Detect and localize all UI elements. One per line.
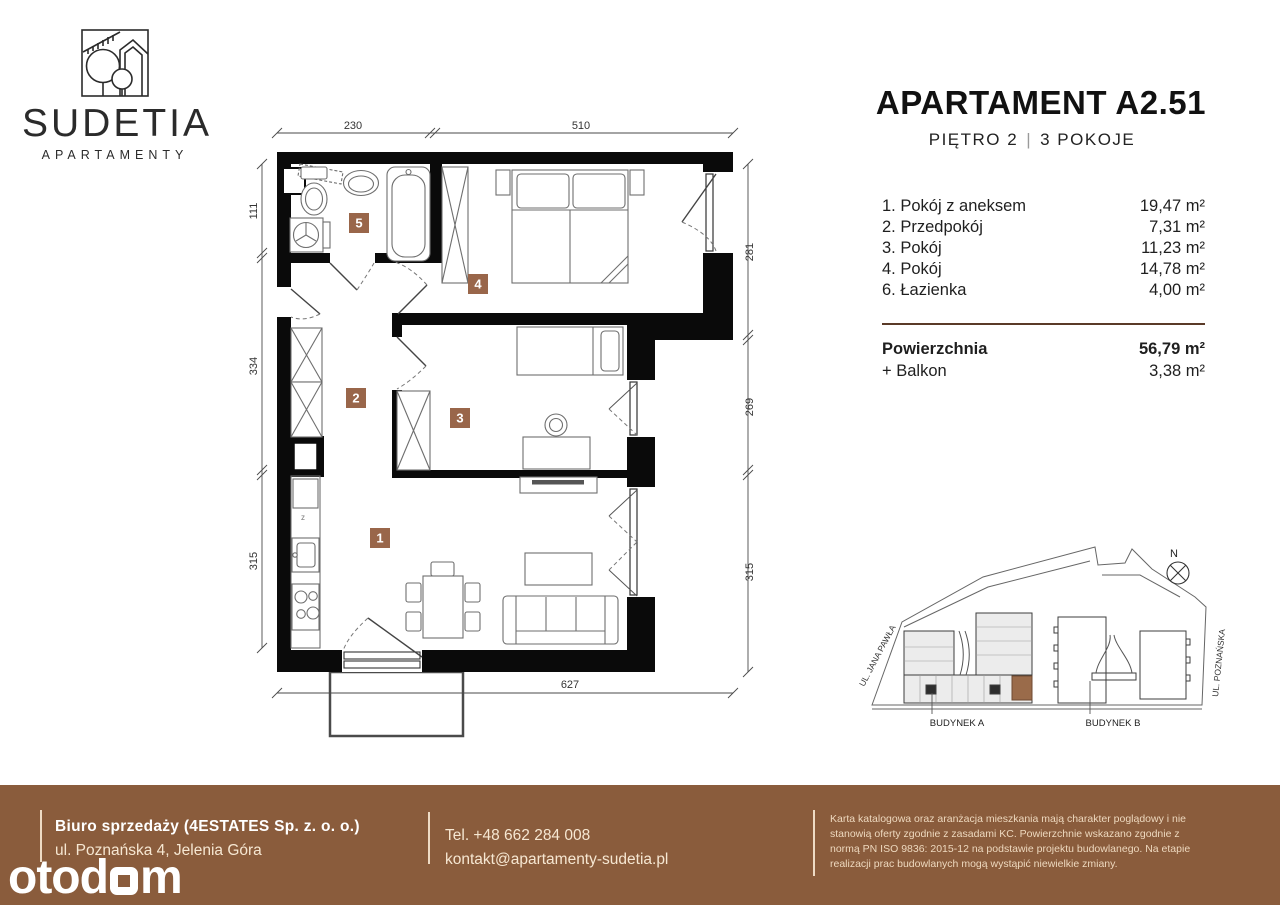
svg-text:627: 627 bbox=[560, 679, 580, 691]
toilet bbox=[301, 167, 327, 179]
page-title: APARTAMENT A2.51 bbox=[875, 84, 1206, 121]
balcony-label: + Balkon bbox=[882, 362, 947, 380]
separator: | bbox=[1026, 130, 1033, 149]
svg-text:269: 269 bbox=[744, 397, 756, 417]
room-row bbox=[882, 280, 1205, 301]
summary-block bbox=[882, 338, 1205, 382]
chair bbox=[465, 583, 480, 602]
room-row bbox=[882, 259, 1205, 280]
total-area-row bbox=[882, 338, 1205, 360]
chair bbox=[406, 612, 421, 631]
compass bbox=[1167, 562, 1189, 584]
total-area-label: Powierzchnia bbox=[882, 340, 988, 358]
dining-table bbox=[423, 576, 463, 638]
rooms-count-label: 3 POKOJE bbox=[1040, 130, 1136, 149]
room-badge-3 bbox=[450, 408, 470, 428]
room-label: 6. Łazienka bbox=[882, 281, 967, 299]
svg-text:510: 510 bbox=[571, 120, 591, 132]
building-b bbox=[1054, 617, 1190, 703]
room-row bbox=[882, 196, 1205, 217]
phone-number: Tel. +48 662 284 008 bbox=[445, 827, 591, 844]
chair bbox=[431, 562, 454, 576]
tv bbox=[532, 480, 584, 485]
balcony-value: 3,38 m² bbox=[1149, 362, 1205, 380]
chair bbox=[406, 583, 421, 602]
svg-text:334: 334 bbox=[248, 356, 260, 376]
sales-office-title: Biuro sprzedaży (4ESTATES Sp. z. o. o.) bbox=[55, 818, 360, 835]
svg-text:281: 281 bbox=[744, 242, 756, 262]
room-label: 3. Pokój bbox=[882, 239, 942, 257]
apartment-header bbox=[858, 84, 1206, 150]
building-a bbox=[904, 613, 1032, 703]
brand-subtitle: APARTAMENTY bbox=[41, 148, 189, 162]
walls bbox=[277, 152, 733, 672]
brand-block bbox=[22, 28, 213, 162]
building-b-label: BUDYNEK B bbox=[1085, 718, 1141, 729]
site-plan bbox=[840, 535, 1260, 735]
room-badge-1 bbox=[370, 528, 390, 548]
svg-text:3: 3 bbox=[456, 410, 464, 426]
total-area-value: 56,79 m² bbox=[1138, 340, 1205, 358]
sudetia-logo-icon bbox=[80, 28, 150, 100]
balcony-row bbox=[882, 360, 1205, 382]
fridge bbox=[293, 479, 318, 508]
svg-text:5: 5 bbox=[355, 215, 363, 231]
building-a-label: BUDYNEK A bbox=[929, 718, 985, 729]
highlighted-unit bbox=[1012, 676, 1032, 700]
floor-rooms-line bbox=[858, 130, 1206, 150]
street-right-label: UL. POZNAŃSKA bbox=[1210, 628, 1228, 698]
room-area: 11,23 m² bbox=[1141, 239, 1205, 257]
summary-divider bbox=[882, 323, 1205, 325]
svg-text:2: 2 bbox=[352, 390, 360, 406]
sofa bbox=[503, 596, 618, 644]
email-address: kontakt@apartamenty-sudetia.pl bbox=[445, 851, 669, 868]
furniture bbox=[290, 164, 644, 648]
room-label: 4. Pokój bbox=[882, 260, 942, 278]
room-label: 1. Pokój z aneksem bbox=[882, 197, 1026, 215]
shaft bbox=[294, 443, 317, 470]
svg-text:230: 230 bbox=[343, 120, 363, 132]
brand-name: SUDETIA bbox=[22, 102, 213, 145]
room-area: 4,00 m² bbox=[1149, 281, 1205, 299]
svg-text:1: 1 bbox=[376, 530, 384, 546]
room-label: 2. Przedpokój bbox=[882, 218, 983, 236]
compass-n-label: N bbox=[1170, 548, 1178, 560]
svg-text:315: 315 bbox=[744, 562, 756, 582]
room-area: 14,78 m² bbox=[1139, 260, 1205, 278]
svg-text:315: 315 bbox=[248, 551, 260, 571]
sales-office-address: ul. Poznańska 4, Jelenia Góra bbox=[55, 842, 262, 859]
coffee-table bbox=[525, 553, 592, 585]
room-badge-5 bbox=[349, 213, 369, 233]
watermark-text-pre: otod bbox=[8, 851, 108, 904]
legal-disclaimer: Karta katalogowa oraz aranżacja mieszkania mają charakter poglądowy i nie stanowią oferty zgodnie z zasadami KC. Powierzchnie wskazano zgodnie z normą PN ISO 9836: 2015-12 na podstawie projektu budowlanego. Na etapie realizacji prac budowlanych mogą wystąpić niewielkie zmiany. bbox=[830, 813, 1191, 870]
room-area: 19,47 m² bbox=[1139, 197, 1205, 215]
svg-text:4: 4 bbox=[474, 276, 482, 292]
floor-plan bbox=[240, 110, 760, 770]
otodom-watermark bbox=[8, 850, 182, 905]
desk bbox=[523, 437, 590, 469]
floor-label: PIĘTRO 2 bbox=[928, 130, 1019, 149]
room-badge-2 bbox=[346, 388, 366, 408]
footer-separator bbox=[428, 812, 430, 864]
room-list bbox=[882, 196, 1205, 301]
nightstand bbox=[630, 170, 644, 195]
otodom-square-icon bbox=[110, 867, 138, 895]
svg-text:111: 111 bbox=[248, 202, 260, 220]
chair bbox=[465, 612, 480, 631]
street-left-label: UL. JANA PAWŁA bbox=[856, 623, 898, 688]
room-row bbox=[882, 217, 1205, 238]
nightstand bbox=[496, 170, 510, 195]
room-area: 7,31 m² bbox=[1149, 218, 1205, 236]
balcony-outline bbox=[330, 672, 463, 736]
footer-separator bbox=[813, 810, 815, 876]
room-row bbox=[882, 238, 1205, 259]
tv-stand bbox=[520, 477, 597, 493]
room-badge-4 bbox=[468, 274, 488, 294]
kitchen-mark: z bbox=[301, 513, 305, 522]
watermark-text-post: m bbox=[139, 851, 182, 904]
